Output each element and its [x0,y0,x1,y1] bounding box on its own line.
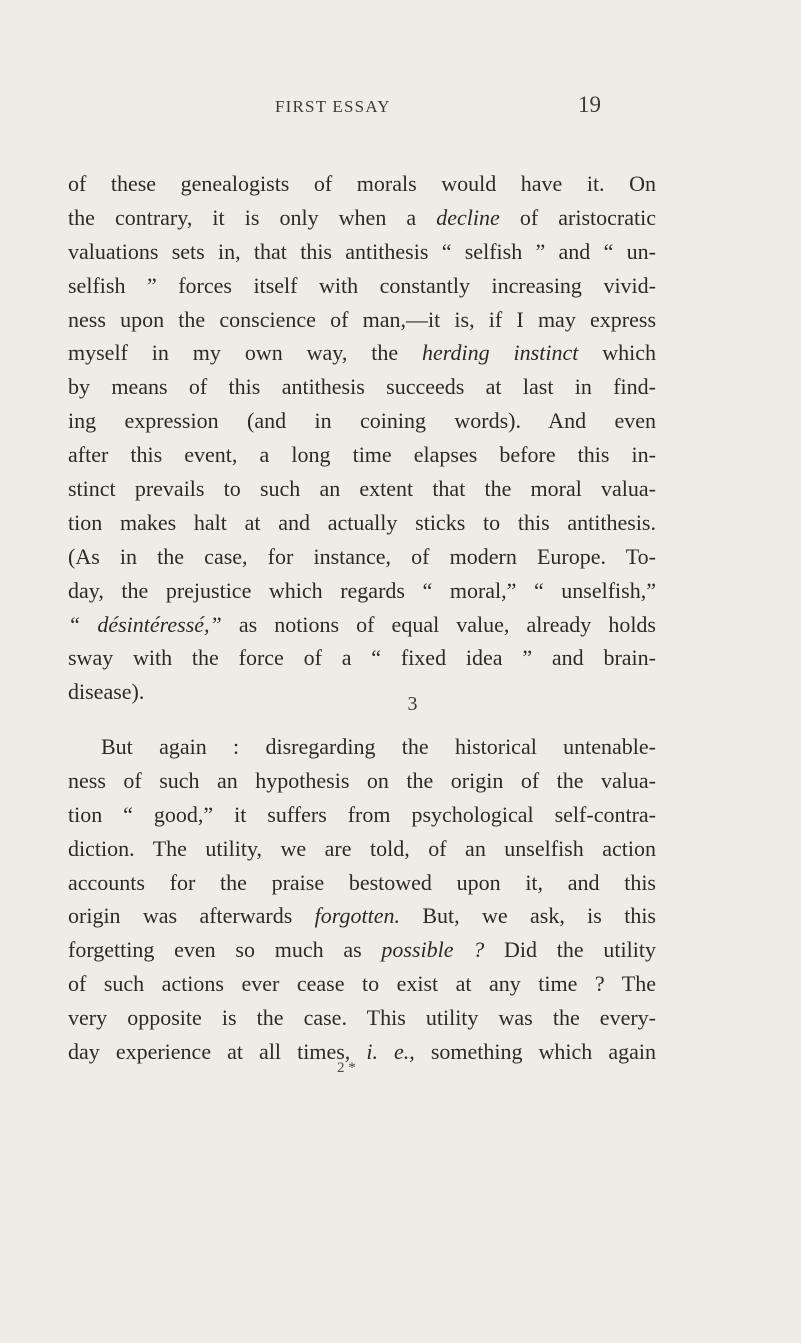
text-line [68,798,656,832]
text-run: day, the prejustice which regards “ moral,” “ unselfish,” [68,577,656,603]
text-line [68,336,656,370]
text-run: as notions of equal value, already holds [221,611,656,637]
text-run: forgetting even so much as [68,937,382,963]
text-run: (As in the case, for instance, of modern Europe. To- [68,543,656,569]
text-run: ing expression (and in coining words). And even [68,408,656,434]
text-run: tion makes halt at and actually sticks to this antithesis. [68,509,656,535]
paragraph-continuation [68,167,656,709]
text-run: very opposite is the case. This utility was the every- [68,1005,656,1031]
text-run: tion “ good,” it suffers from psychological self-contra- [68,801,656,827]
text-line [68,1001,656,1035]
text-line [68,641,656,675]
text-run: day experience at all times, [68,1039,367,1065]
text-line [68,832,656,866]
italic-emphasis: decline [436,204,500,230]
text-line [68,540,656,574]
text-run: Did the utility [484,937,656,963]
text-run: selfish ” forces itself with constantly increasing vivid- [68,272,656,298]
text-run: myself in my own way, the [68,340,423,366]
text-run: of these genealogists of morals would have it. On [68,171,656,196]
text-run: But, we ask, is this [400,903,656,929]
italic-emphasis: possible ? [381,937,485,963]
text-run: after this event, a long time elapses before this in- [68,442,656,468]
section-paragraph [68,730,656,1069]
section-number: 3 [407,693,418,715]
text-line [68,967,656,1001]
text-line [68,167,656,201]
text-line [68,608,656,642]
text-line [68,730,656,764]
text-line [68,235,656,269]
italic-emphasis: herding instinct [422,340,579,366]
text-line [68,370,656,404]
text-run: diction. The utility, we are told, of an unselfish action [68,835,656,861]
signature-mark: 2 * [337,1060,356,1076]
text-run: origin was afterwards [68,903,315,929]
text-run: of such actions ever cease to exist at any time ? The [68,971,656,997]
text-line [68,764,656,798]
text-line [68,1035,656,1069]
text-line [68,404,656,438]
text-run: But again : disregarding the historical untenable- [101,734,656,759]
text-run: sway with the force of a “ fixed idea ” and brain- [68,645,656,671]
text-run: disease). [68,679,145,705]
text-run: which [578,340,656,366]
text-run: ness of such an hypothesis on the origin of the valua- [68,767,656,793]
text-run: of aristocratic [499,204,656,230]
text-line [68,506,656,540]
text-run: by means of this antithesis succeeds at last in find- [68,374,656,400]
text-line [68,933,656,967]
text-line [68,303,656,337]
text-line [68,438,656,472]
text-run: something which again [414,1039,656,1065]
text-run: stinct prevails to such an extent that the moral valua- [68,476,656,502]
running-head: FIRST ESSAY [275,97,391,116]
italic-emphasis: “ désintéressé,” [68,611,222,637]
page-number: 19 [578,92,601,117]
text-line [68,201,656,235]
text-line [68,472,656,506]
text-line [68,866,656,900]
text-line [68,899,656,933]
text-line [68,269,656,303]
italic-emphasis: forgotten. [314,903,401,929]
text-run: valuations sets in, that this antithesis “ selfish ” and “ un- [68,238,656,264]
text-line [68,574,656,608]
text-run: the contrary, it is only when a [68,204,437,230]
text-run: ness upon the conscience of man,—it is, if I may express [68,306,656,332]
italic-emphasis: i. e., [366,1039,415,1065]
text-run: accounts for the praise bestowed upon it, and this [68,869,656,895]
